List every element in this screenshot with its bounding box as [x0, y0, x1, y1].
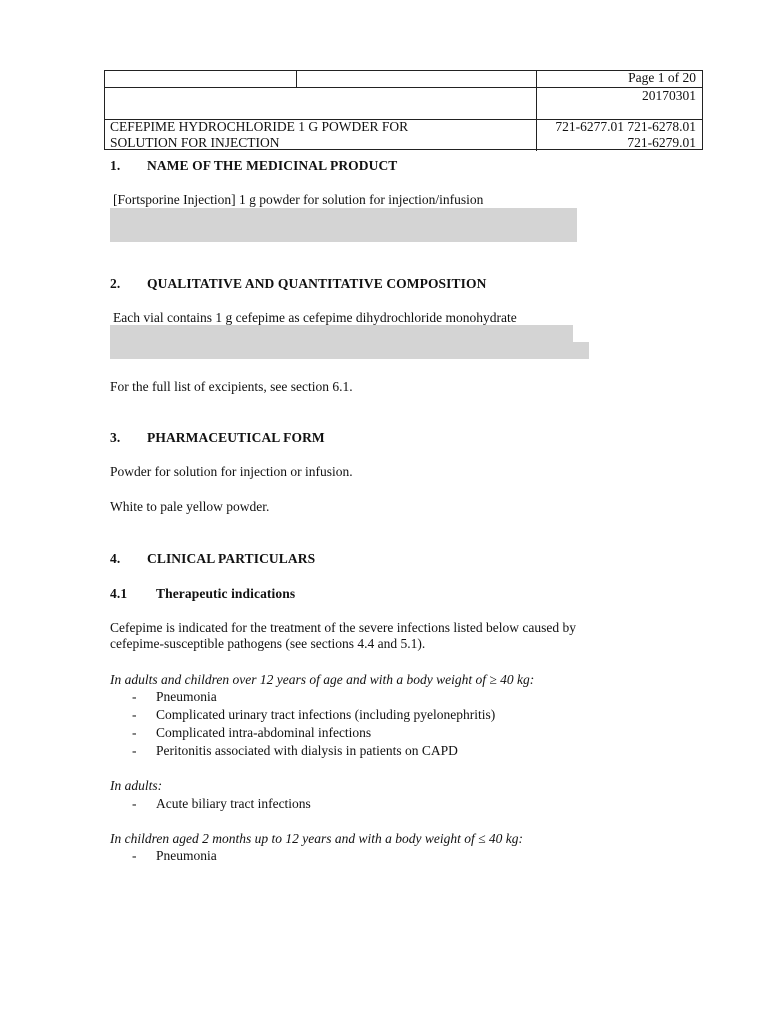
form-text: Powder for solution for injection or infusion. [110, 464, 353, 479]
section-number: 2. [110, 276, 121, 291]
composition-text: Each vial contains 1 g cefepime as cefepime dihydrochloride monohydrate [113, 310, 517, 325]
redaction-box [110, 342, 589, 359]
adults-children-heading: In adults and children over 12 years of age and with a body weight of ≥ 40 kg: [110, 672, 535, 687]
list-bullet: - [132, 796, 137, 811]
table-divider [536, 71, 537, 151]
list-bullet: - [132, 689, 137, 704]
list-bullet: - [132, 725, 137, 740]
indications-text-line2: cefepime-susceptible pathogens (see sections 4.4 and 5.1). [110, 636, 426, 651]
product-codes-line2: 721-6279.01 [627, 135, 696, 150]
list-bullet: - [132, 848, 137, 863]
indications-text-line1: Cefepime is indicated for the treatment of the severe infections listed below caused by [110, 620, 576, 635]
section-heading: CLINICAL PARTICULARS [147, 551, 316, 566]
document-date-code: 20170301 [642, 88, 696, 103]
section-heading: NAME OF THE MEDICINAL PRODUCT [147, 158, 398, 173]
section-number: 1. [110, 158, 121, 173]
section-heading: PHARMACEUTICAL FORM [147, 430, 325, 445]
product-title-line2: SOLUTION FOR INJECTION [110, 135, 280, 150]
adults-heading: In adults: [110, 778, 163, 793]
list-item: Complicated urinary tract infections (including pyelonephritis) [156, 707, 496, 722]
section-heading: QUALITATIVE AND QUANTITATIVE COMPOSITION [147, 276, 487, 291]
redaction-box [110, 325, 573, 343]
product-name-text: [Fortsporine Injection] 1 g powder for solution for injection/infusion [113, 192, 484, 207]
list-item: Peritonitis associated with dialysis in patients on CAPD [156, 743, 458, 758]
appearance-text: White to pale yellow powder. [110, 499, 270, 514]
section-number: 3. [110, 430, 121, 445]
list-bullet: - [132, 743, 137, 758]
product-title-line1: CEFEPIME HYDROCHLORIDE 1 G POWDER FOR [110, 119, 409, 134]
redaction-box [110, 208, 577, 242]
list-bullet: - [132, 707, 137, 722]
page-number: Page 1 of 20 [628, 70, 696, 85]
list-item: Pneumonia [156, 689, 217, 704]
excipients-note: For the full list of excipients, see section 6.1. [110, 379, 353, 394]
children-heading: In children aged 2 months up to 12 years and with a body weight of ≤ 40 kg: [110, 831, 523, 846]
section-number: 4. [110, 551, 121, 566]
list-item: Complicated intra-abdominal infections [156, 725, 372, 740]
list-item: Pneumonia [156, 848, 217, 863]
list-item: Acute biliary tract infections [156, 796, 311, 811]
subsection-heading: Therapeutic indications [156, 586, 296, 601]
product-codes-line1: 721-6277.01 721-6278.01 [555, 119, 696, 134]
subsection-number: 4.1 [110, 586, 128, 601]
table-divider [296, 71, 297, 87]
